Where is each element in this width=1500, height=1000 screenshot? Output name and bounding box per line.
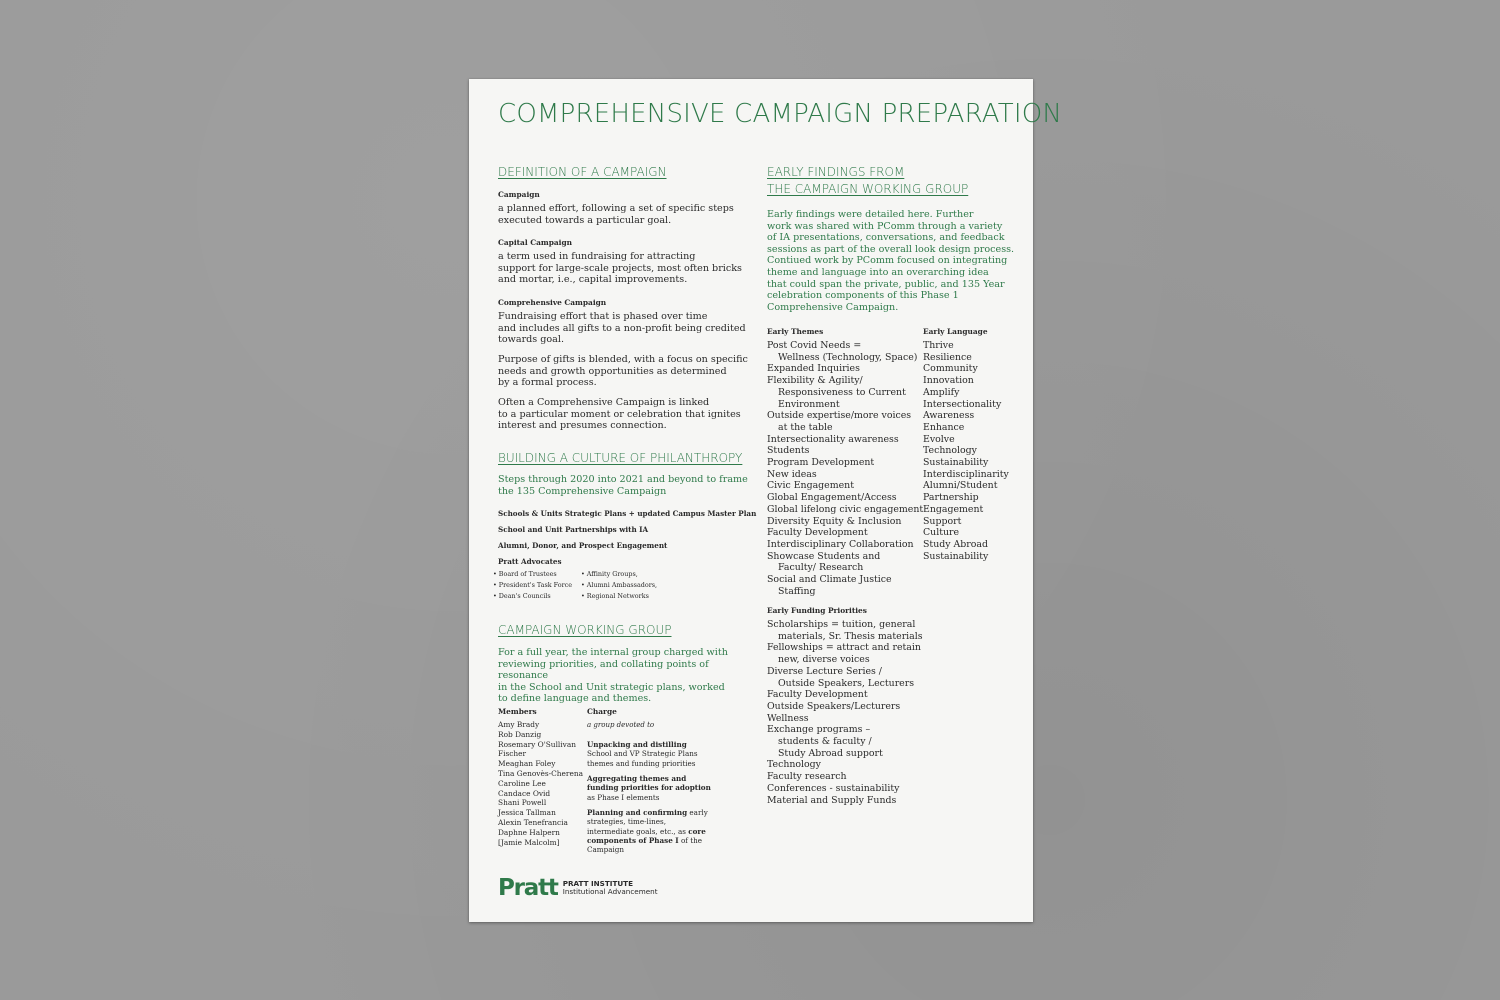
member-name: Tina Genovès-Cherena [498,768,583,778]
list-item: Innovation [923,375,974,387]
list-item: Social and Climate Justice Staffing [767,574,892,597]
list-item: Flexibility & Agility/ Responsiveness to Current Environment [767,375,906,410]
funding-label: Early Funding Priorities [767,606,867,615]
list-item: • Board of Trustees [493,570,557,578]
definition-heading: DEFINITION OF A CAMPAIGN [498,165,667,179]
funding-list [767,619,923,806]
charge-item-aggregating: Aggregating themes and funding priorities for adoption as Phase I elements [587,774,711,802]
list-item: Faculty research [767,771,847,783]
working-group-lead: For a full year, the internal group charged with reviewing priorities, and collating points of resonance in the School and Unit strategic plans, worked to define language and themes. [498,647,728,705]
themes-label: Early Themes [767,327,824,336]
member-name: Meaghan Foley [498,759,556,769]
findings-heading-line2: THE CAMPAIGN WORKING GROUP [767,182,969,196]
advocates-list-left [493,569,572,603]
pratt-wordmark: Pratt [498,875,558,901]
culture-item-engagement: Alumni, Donor, and Prospect Engagement [498,541,668,550]
charge-item-unpacking: Unpacking and distilling School and VP Strategic Plans themes and funding priorities [587,740,698,768]
member-name: [Jamie Malcolm] [498,837,560,847]
list-item: Outside Speakers/Lecturers [767,700,901,712]
org-name [563,880,658,897]
list-item: Showcase Students and Faculty/ Research [767,550,881,574]
list-item: New ideas [767,468,817,480]
culture-lead: Steps through 2020 into 2021 and beyond to frame the 135 Comprehensive Campaign [498,474,748,497]
capital-campaign-term: Capital Campaign [498,238,573,247]
list-item: • President's Task Force [493,581,572,590]
list-item: Faculty Development [767,527,868,539]
list-item: Awareness [923,410,975,422]
list-item: Sustainability [923,457,989,469]
member-name: Candace Ovid [498,788,551,798]
findings-heading-line1: EARLY FINDINGS FROM [767,165,905,179]
list-item: Scholarships = tuition, general materials, Sr. Thesis materials [767,619,923,642]
list-item: Diverse Lecture Series / Outside Speakers, Lecturers [767,665,915,689]
list-item: Engagement [923,503,984,515]
list-item: Resilience [923,351,972,363]
culture-item-plans: Schools & Units Strategic Plans + updated Campus Master Plan [498,509,757,518]
capital-campaign-definition: a term used in fundraising for attracting support for large-scale projects, most often bricks and mortar, i.e., capital improvements. [498,251,742,286]
language-list [923,340,1009,562]
list-item: Global Engagement/Access [767,492,897,504]
list-item: • Alumni Ambassadors, [581,581,658,590]
list-item: Students [767,445,810,457]
list-item: Exchange programs – students & faculty / Study Abroad support [767,724,883,759]
member-name: Shani Powell [498,798,547,808]
campaign-definition: a planned effort, following a set of specific steps executed towards a particular goal. [498,203,734,226]
themes-list [767,340,923,597]
page-title: COMPREHENSIVE CAMPAIGN PREPARATION [498,99,1063,129]
list-item: Technology [923,445,977,457]
member-name: Fischer [498,749,527,759]
list-item: Conferences - sustainability [767,782,900,794]
often-paragraph: Often a Comprehensive Campaign is linked to a particular moment or celebration that ignites interest and presumes connection. [498,397,741,432]
member-name: Alexin Tenefrancia [498,817,568,827]
list-item: Thrive [923,340,954,351]
list-item: Material and Supply Funds [767,794,897,806]
document-page [469,79,1063,922]
member-name: Daphne Halpern [498,827,560,837]
list-item: Global lifelong civic engagement [767,503,924,515]
language-label: Early Language [923,327,988,336]
charge-intro: a group devoted to [587,721,655,729]
member-name: Rosemary O'Sullivan [498,739,576,749]
working-group-heading: CAMPAIGN WORKING GROUP [498,623,672,637]
culture-item-partnerships: School and Unit Partnerships with IA [498,525,649,534]
list-item: Sustainability [923,550,989,562]
list-item: Culture [923,527,960,539]
member-name: Caroline Lee [498,778,546,788]
org-name-line2: Institutional Advancement [562,887,658,896]
list-item: Partnership [923,492,979,504]
pratt-logo [498,876,658,900]
list-item: Intersectionality [923,398,1002,410]
purpose-paragraph: Purpose of gifts is blended, with a focus on specific needs and growth opportunities as determined by a formal process. [498,354,748,389]
member-name: Jessica Tallman [498,808,556,818]
advocates-list-right [581,569,657,603]
list-item: Interdisciplinary Collaboration [767,538,914,550]
members-list [498,720,583,847]
findings-lead: Early findings were detailed here. Further work was shared with PComm through a variety of IA presentations, conversations, and feedback sessions as part of the overall look design process. Contiued work by PComm focused on integrating theme and language into an overarching idea that could span the private, public, and 135 Year celebration components of this Phase 1 Comprehensive Campaign. [767,209,1015,313]
list-item: Civic Engagement [767,480,854,492]
list-item: • Affinity Groups, [581,570,638,578]
list-item: Evolve [923,433,955,445]
list-item: Wellness [767,712,809,724]
members-label: Members [498,707,537,716]
comprehensive-campaign-term: Comprehensive Campaign [498,298,607,307]
list-item: Fellowships = attract and retain new, diverse voices [767,642,921,666]
list-item: Support [923,515,962,527]
list-item: • Dean's Councils [493,592,551,601]
list-item: Amplify [923,386,960,398]
culture-heading: BUILDING A CULTURE OF PHILANTHROPY [498,451,743,465]
list-item: Interdisciplinarity [923,468,1009,480]
list-item: Diversity Equity & Inclusion [767,515,902,527]
campaign-term: Campaign [498,190,540,199]
charge-label: Charge [587,707,617,716]
comprehensive-campaign-definition: Fundraising effort that is phased over time and includes all gifts to a non-profit being credited towards goal. [498,311,746,346]
list-item: Outside expertise/more voices at the table [767,410,912,433]
list-item: • Regional Networks [581,592,649,601]
list-item: Alumni/Student [923,480,998,492]
list-item: Post Covid Needs = Wellness (Technology, Space) [767,340,918,363]
list-item: Technology [767,759,821,771]
list-item: Intersectionality awareness [767,433,899,445]
list-item: Study Abroad [923,538,988,550]
list-item: Enhance [923,421,965,433]
advocates-label: Pratt Advocates [498,557,562,566]
org-name-line1: PRATT INSTITUTE [562,878,633,888]
charge-item-planning: Planning and confirming early strategies, time-lines, intermediate goals, etc., as core components of Phase I of the Campaign [587,808,708,855]
list-item: Faculty Development [767,689,868,701]
member-name: Amy Brady [498,720,540,729]
list-item: Expanded Inquiries [767,363,860,375]
list-item: Program Development [767,457,875,469]
list-item: Community [923,363,978,375]
member-name: Rob Danzig [498,729,542,739]
